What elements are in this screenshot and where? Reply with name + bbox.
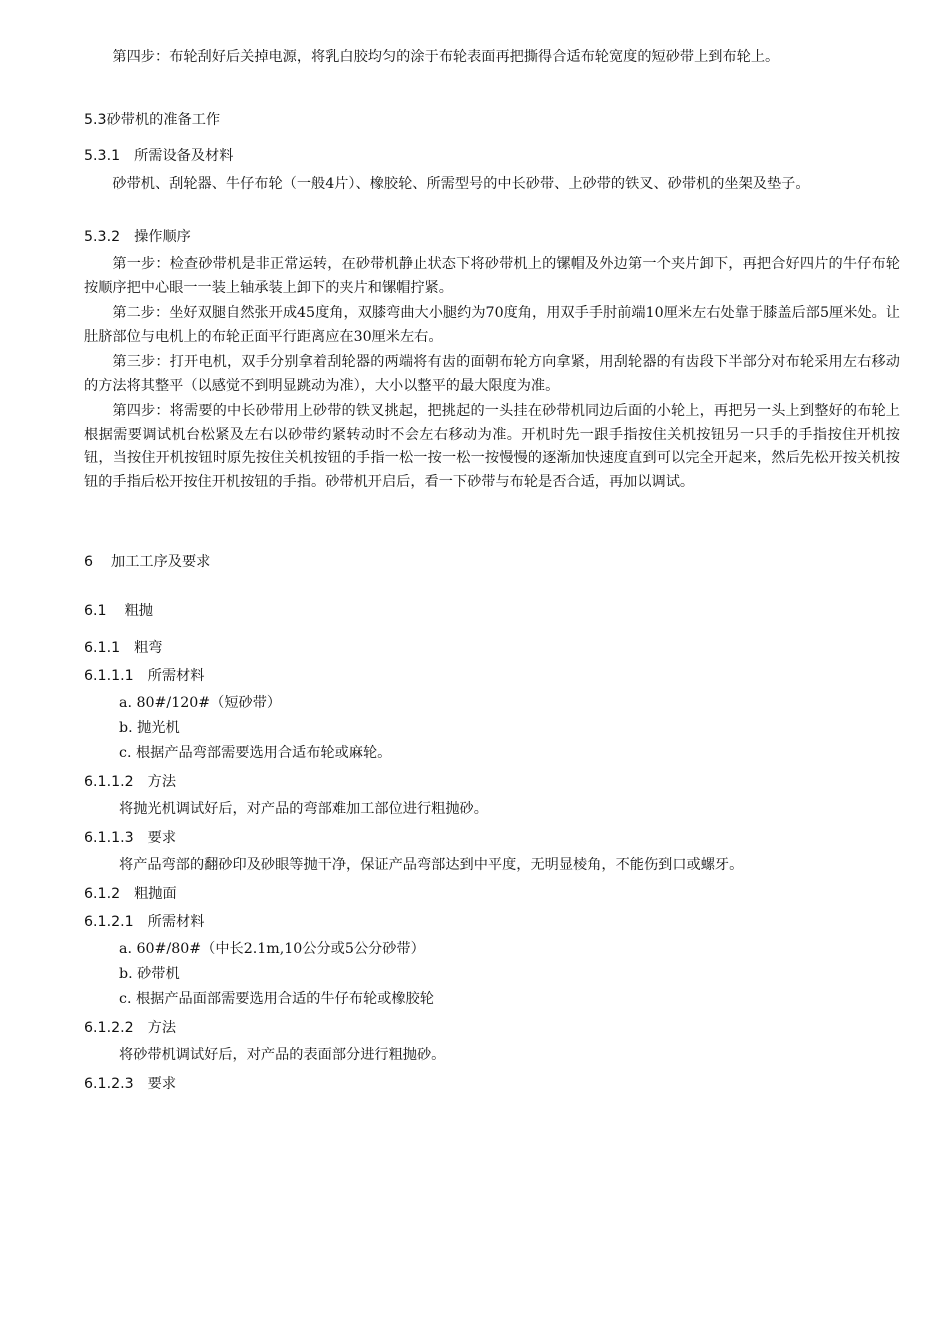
section-number: 6.1.1.2 [84, 774, 134, 790]
section-title: 方法 [147, 774, 177, 790]
section-title: 要求 [147, 830, 177, 846]
paragraph-6-1-1-3: 将产品弯部的翻砂印及砂眼等抛干净，保证产品弯部达到中平度，无明显棱角，不能伤到口或螺牙。 [119, 857, 744, 873]
heading-6-1-1-3 [84, 828, 176, 848]
section-number: 6.1.2.1 [84, 914, 134, 930]
paragraph-step1: 第一步：检查砂带机是非正常运转，在砂带机静止状态下将砂带机上的镙帽及外边第一个夹片卸下，再把合好四片的牛仔布轮按顺序把中心眼一一装上轴承装上卸下的夹片和镙帽拧紧。 [84, 256, 900, 296]
section-number: 6 [84, 554, 94, 570]
section-number: 6.1.2 [84, 886, 121, 902]
section-title: 操作顺序 [134, 229, 191, 245]
heading-6-1-2 [84, 884, 177, 904]
section-number: 6.1.1.3 [84, 830, 134, 846]
heading-6-1 [84, 601, 153, 621]
section-title: 要求 [147, 1076, 177, 1092]
section-number: 6.1 [84, 603, 107, 619]
section-number: 5.3.2 [84, 229, 121, 245]
section-title: 所需材料 [147, 668, 205, 684]
section-title: 方法 [147, 1020, 177, 1036]
list-item: a. 80#/120#（短砂带） [119, 695, 282, 711]
paragraph-step4-cloth: 第四步：布轮刮好后关掉电源，将乳白胶均匀的涂于布轮表面再把撕得合适布轮宽度的短砂带上到布轮上。 [112, 49, 780, 65]
heading-6-1-1-1 [84, 666, 204, 686]
list-item: b. 砂带机 [119, 966, 180, 982]
section-number: 6.1.2.2 [84, 1020, 134, 1036]
heading-6-1-1-2 [84, 772, 176, 792]
list-item: c. 根据产品弯部需要选用合适布轮或麻轮。 [119, 745, 392, 761]
heading-5-3: 5.3砂带机的准备工作 [84, 112, 221, 128]
heading-6-1-2-1 [84, 912, 204, 932]
heading-5-3-1 [84, 146, 233, 166]
section-title: 粗抛 [124, 603, 153, 619]
heading-6-1-1 [84, 638, 163, 658]
paragraph-step3: 第三步：打开电机，双手分别拿着刮轮器的两端将有齿的面朝布轮方向拿紧，用刮轮器的有齿段下半部分对布轮采用左右移动的方法将其整平（以感觉不到明显跳动为准），大小以整平的最大限度为准。 [84, 354, 900, 394]
section-number: 6.1.1.1 [84, 668, 134, 684]
section-title: 粗弯 [134, 640, 163, 656]
list-item: a. 60#/80#（中长2.1m,10公分或5公分砂带） [119, 941, 425, 957]
section-number: 5.3.1 [84, 148, 121, 164]
heading-5-3-2 [84, 227, 191, 247]
section-title: 所需材料 [147, 914, 205, 930]
section-number: 6.1.1 [84, 640, 121, 656]
paragraph-6-1-1-2: 将抛光机调试好后，对产品的弯部难加工部位进行粗抛砂。 [119, 801, 488, 817]
list-item: c. 根据产品面部需要选用合适的牛仔布轮或橡胶轮 [119, 991, 434, 1007]
paragraph-step2: 第二步：坐好双腿自然张开成45度角，双膝弯曲大小腿约为70度角，用双手手肘前端10厘米左右处靠于膝盖后部5厘米处。让肚脐部位与电机上的布轮正面平行距离应在30厘米左右。 [84, 305, 900, 345]
section-title: 加工工序及要求 [111, 554, 211, 570]
heading-6-1-2-3 [84, 1074, 176, 1094]
heading-6-1-2-2 [84, 1018, 176, 1038]
section-title: 所需设备及材料 [134, 148, 234, 164]
section-number: 6.1.2.3 [84, 1076, 134, 1092]
paragraph-6-1-2-2: 将砂带机调试好后，对产品的表面部分进行粗抛砂。 [119, 1047, 446, 1063]
heading-6 [84, 552, 210, 572]
list-item: b. 抛光机 [119, 720, 180, 736]
section-title: 粗抛面 [134, 886, 177, 902]
paragraph-5-3-1: 砂带机、刮轮器、牛仔布轮（一般4片）、橡胶轮、所需型号的中长砂带、上砂带的铁叉、砂带机的坐架及垫子。 [112, 176, 810, 192]
paragraph-step4: 第四步：将需要的中长砂带用上砂带的铁叉挑起，把挑起的一头挂在砂带机同边后面的小轮上，再把另一头上到整好的布轮上根据需要调试机台松紧及左右以砂带约紧转动时不会左右移动为准。开机时先一跟手指按住关机按钮另一只手的手指按住开机按钮，当按住开机按钮时原先按住关机按钮的手指一松一按一松一按慢慢的逐渐加快速度直到可以完全开起来，然后先松开按关机按钮的手指后松开按住开机按钮的手指。砂带机开启后，看一下砂带与布轮是否合适，再加以调试。 [84, 403, 900, 490]
